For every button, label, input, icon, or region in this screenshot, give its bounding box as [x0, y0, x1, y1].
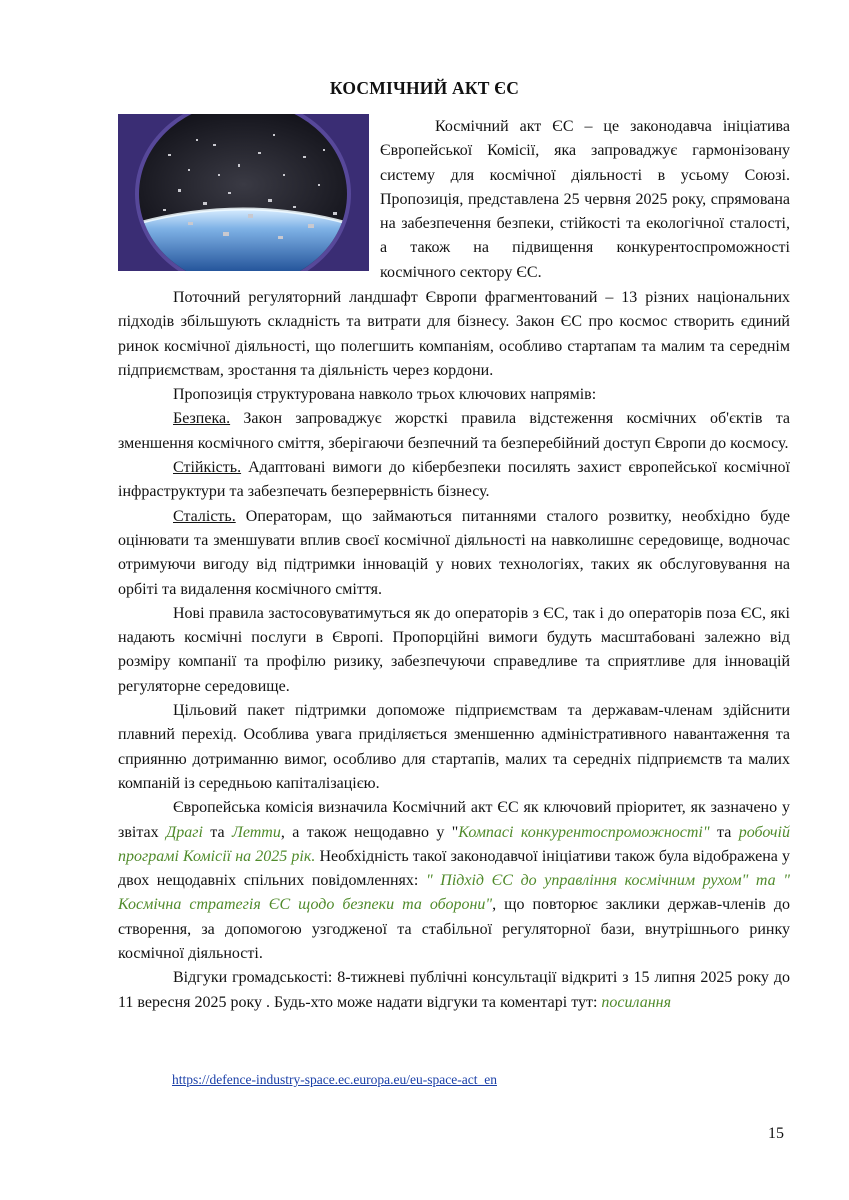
safety-text: Закон запроваджує жорсткі правила відстеження космічних об'єктів та зменшення космічного сміття, зберігаючи безпечний та безперебійний доступ Європи до космосу. [118, 410, 790, 452]
eu-space-act-url[interactable]: https://defence-industry-space.ec.europa.eu/eu-space-act_en [172, 1072, 497, 1087]
priority-text-2: та [202, 823, 232, 841]
communications-link[interactable]: " Підхід ЄС до управління космічним рухом" та " Космічна стратегія ЄС щодо безпеки та оборони" [118, 872, 790, 914]
safety-label: Безпека. [173, 410, 231, 428]
paragraph-safety [118, 407, 790, 456]
sustainability-text: Операторам, що займаються питаннями сталого розвитку, необхідно буде оцінювати та зменшувати вплив своєї космічної діяльності на навколишнє середовище, водночас отримуючи вигоду від підтримки інновацій у нових технологіях, таких як обслуговування на орбіті та видалення космічного сміття. [118, 507, 790, 598]
paragraph-scope: Нові правила застосовуватимуться як до операторів з ЄС, так і до операторів поза ЄС, які надають космічні послуги в Європі. Пропорційні вимоги будуть масштабовані залежно від розміру компанії та профілю ризику, забезпечуючи справедливе та сприятливе для інновацій регуляторне середовище. [118, 604, 790, 695]
body-text [118, 286, 790, 1015]
space-debris-image [118, 114, 369, 271]
paragraph-resilience [118, 456, 790, 505]
paragraph-structure: Пропозиція структурована навколо трьох ключових напрямів: [173, 386, 597, 404]
intro-paragraph: Космічний акт ЄС – це законодавча ініціатива Європейської Комісії, яка запроваджує гармонізовану систему для космічної діяльності в усьому Союзі. Пропозиція, представлена 25 червня 2025 року, спрямована на забезпечення безпеки, стійкості та екологічної сталості, а також на підвищення конкурентоспроможності космічного сектору ЄС. [380, 118, 790, 281]
work-programme-link[interactable]: робочій програмі Комісії на 2025 рік. [118, 823, 790, 865]
priority-text-3: , а також нещодавно у " [280, 823, 459, 841]
priority-text-5: Необхідність такої законодавчої ініціативи також була відображена у двох нещодавніх спільних повідомленнях: [118, 847, 790, 890]
sustainability-label: Сталість. [173, 507, 236, 525]
resilience-label: Стійкість. [173, 459, 242, 477]
priority-text-6: , що повторює заклики держав-членів до створення, за допомогою узгодженої та стабільної регуляторної бази, внутрішнього ринку космічної діяльності. [118, 896, 790, 963]
paragraph-priority [118, 796, 790, 966]
space-debris-illustration [118, 114, 369, 271]
draghi-link[interactable]: Драгі [166, 823, 203, 841]
document-title: КОСМІЧНИЙ АКТ ЄС [329, 78, 520, 98]
feedback-text: Відгуки громадськості: 8-тижневі публічні консультації відкриті з 15 липня 2025 року до 11 вересня 2025 року . Будь-хто може надати відгуки та коментарі тут: [118, 969, 790, 1011]
page-number: 15 [768, 1125, 784, 1142]
priority-text-4: та [709, 823, 739, 841]
feedback-link[interactable]: посилання [601, 993, 672, 1011]
priority-text-1: Європейська комісія визначила Космічний акт ЄС як ключовий пріоритет, як зазначено у звітах [118, 799, 790, 841]
resilience-text: Адаптовані вимоги до кібербезпеки посилять захист європейської космічної інфраструктури та забезпечать безперервність бізнесу. [118, 459, 790, 501]
compass-link[interactable]: Компасі конкурентоспроможності" [458, 823, 710, 841]
intro-paragraph-block [380, 115, 790, 285]
paragraph-feedback [118, 966, 790, 1015]
paragraph-support: Цільовий пакет підтримки допоможе підприємствам та державам-членам здійснити плавний перехід. Особлива увага приділяється зменшенню адміністративного навантаження та сприянню дотриманню вимог, особливо для стартапів, малих та середніх підприємств та малих компаній із середньою капіталізацією. [118, 702, 790, 792]
paragraph-sustainability [118, 505, 790, 602]
letta-link[interactable]: Летти [232, 823, 281, 841]
paragraph-landscape: Поточний регуляторний ландшафт Європи фрагментований – 13 різних національних підходів збільшують складність та витрати для бізнесу. Закон ЄС про космос створить єдиний ринок космічної діяльності, що полегшить компаніям, особливо стартапам та малим та середнім підприємствам, зростання та діяльність через кордони. [118, 289, 790, 379]
